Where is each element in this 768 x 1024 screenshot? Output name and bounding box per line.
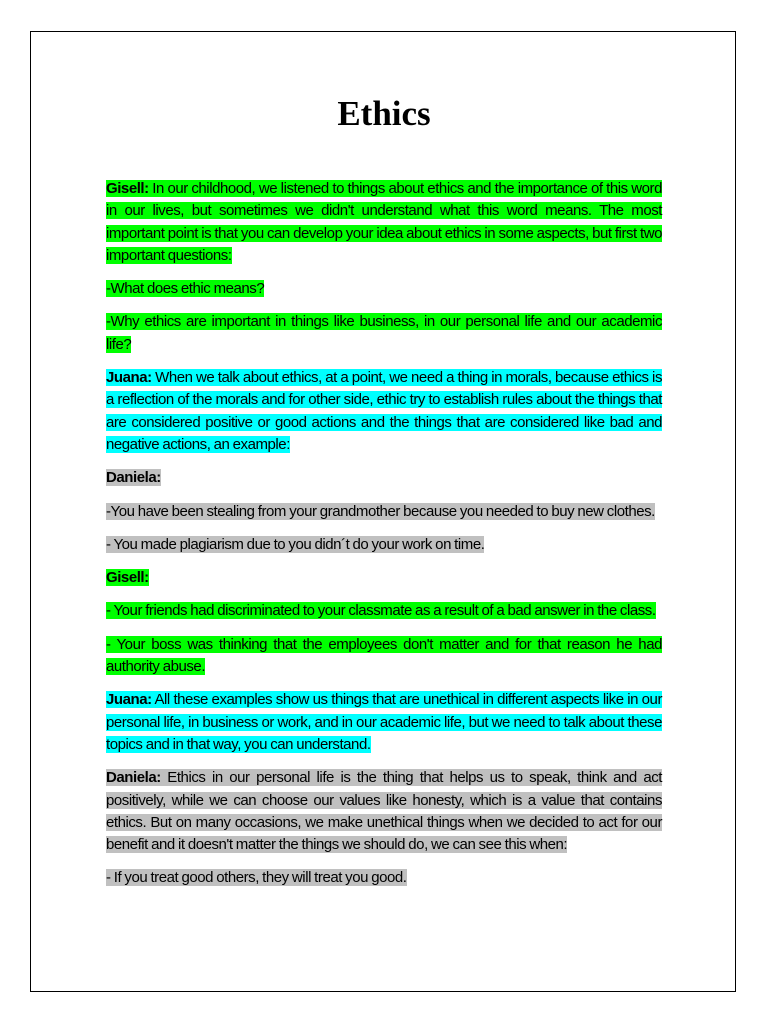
document-title: Ethics (337, 94, 431, 133)
paragraph-example-plagiarism (106, 534, 662, 556)
paragraph-text: -Why ethics are important in things like business, in our personal life and our academic life? (106, 313, 662, 353)
document-body (106, 178, 662, 901)
paragraph-question-1 (106, 278, 662, 300)
paragraph-text: - Your friends had discriminated to your classmate as a result of a bad answer in the class. (106, 602, 656, 620)
speaker-label: Daniela: (106, 469, 161, 487)
speaker-label: Juana: (106, 691, 152, 709)
paragraph-example-discrimination (106, 600, 662, 622)
speaker-label: Juana: (106, 369, 152, 387)
paragraph-text: When we talk about ethics, at a point, we need a thing in morals, because ethics is a reflection of the morals and for other side, ethic try to establish rules about the things that are considered positive or good actions and the things that are considered like bad and negative actions, an example: (106, 369, 662, 453)
paragraph-example-authority (106, 634, 662, 679)
paragraph-example-stealing (106, 501, 662, 523)
paragraph-daniela-personal-life (106, 767, 662, 856)
paragraph-text: All these examples show us things that are unethical in different aspects like in our personal life, in business or work, and in our academic life, but we need to talk about these topics and in that way, you can understand. (106, 691, 662, 753)
paragraph-text: In our childhood, we listened to things about ethics and the importance of this word in our lives, but sometimes we didn't understand what this word means. The most important point is that you can develop your idea about ethics in some aspects, but first two important questions: (106, 180, 662, 264)
paragraph-juana-morals (106, 367, 662, 456)
speaker-label: Gisell: (106, 180, 149, 197)
speaker-label: Gisell: (106, 569, 149, 587)
speaker-label: Daniela: (106, 769, 161, 787)
paragraph-text: - If you treat good others, they will treat you good. (106, 869, 407, 887)
paragraph-text: -You have been stealing from your grandmother because you needed to buy new clothes. (106, 502, 655, 520)
paragraph-example-treat-good (106, 867, 662, 889)
paragraph-text: -What does ethic means? (106, 280, 265, 298)
paragraph-daniela-label (106, 467, 662, 489)
paragraph-text: - Your boss was thinking that the employees don't matter and for that reason he had authority abuse. (106, 635, 662, 676)
paragraph-question-2 (106, 311, 662, 356)
paragraph-gisell-label (106, 567, 662, 589)
paragraph-text: - You made plagiarism due to you didn´t do your work on time. (106, 535, 485, 553)
paragraph-juana-unethical (106, 689, 662, 756)
paragraph-gisell-intro (106, 178, 662, 267)
paragraph-text: Ethics in our personal life is the thing that helps us to speak, think and act positively, while we can choose our values like honesty, which is a value that contains ethics. But on many occasions, we make unethical things when we decided to act for our benefit and it doesn't matter the things we should do, we can see this when: (106, 769, 662, 854)
